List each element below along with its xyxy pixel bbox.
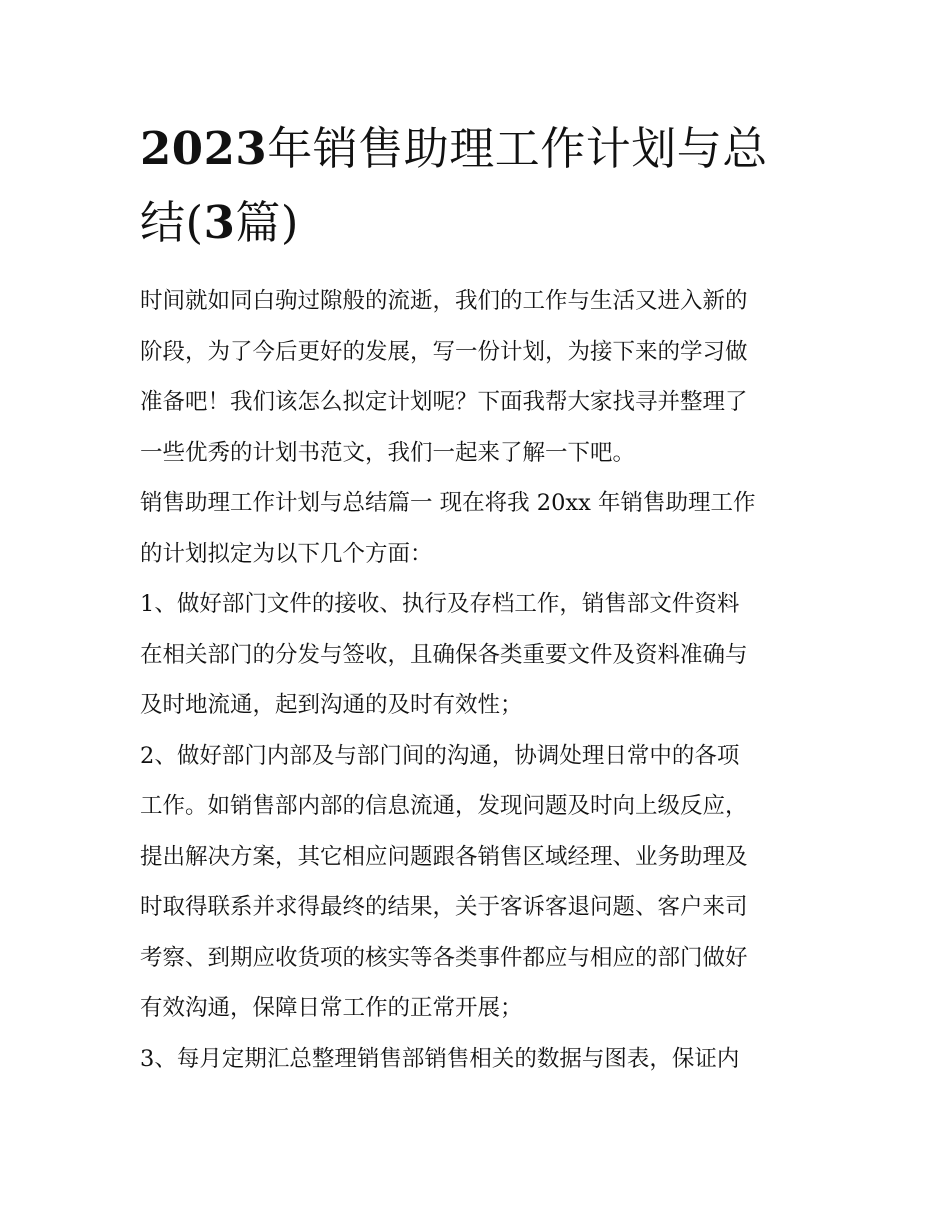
body-line: 及时地流通，起到沟通的及时有效性； xyxy=(140,692,523,718)
body-line: 考察、到期应收货项的核实等各类事件都应与相应的部门做好 xyxy=(140,944,748,971)
title-text-line2-start: 结( xyxy=(140,196,204,249)
body-line: 3、每月定期汇总整理销售部销售相关的数据与图表，保证内 xyxy=(140,1045,740,1072)
body-line: 在相关部门的分发与签收，且确保各类重要文件及资料准确与 xyxy=(140,641,748,668)
body-line: 阶段，为了今后更好的发展，写一份计划，为接下来的学习做 xyxy=(140,338,748,365)
body-line: 准备吧！我们该怎么拟定计划呢？下面我帮大家找寻并整理了 xyxy=(140,389,748,415)
body-line: 1、做好部门文件的接收、执行及存档工作，销售部文件资料 xyxy=(140,591,740,617)
title-text-line2-end: 篇) xyxy=(235,196,299,249)
body-line: 销售助理工作计划与总结篇一 现在将我 20xx 年销售助理工作 xyxy=(140,490,756,516)
document-title xyxy=(140,112,820,260)
title-text-line1: 年销售助理工作计划与总 xyxy=(267,122,768,175)
body-line: 一些优秀的计划书范文，我们一起来了解一下吧。 xyxy=(140,439,636,466)
body-line: 有效沟通，保障日常工作的正常开展； xyxy=(140,995,523,1021)
body-line: 工作。如销售部内部的信息流通，发现问题及时向上级反应， xyxy=(140,793,748,819)
title-count: 3 xyxy=(203,196,236,249)
title-year: 2023 xyxy=(140,122,268,175)
body-line: 的计划拟定为以下几个方面： xyxy=(140,540,433,567)
body-line: 时间就如同白驹过隙般的流逝，我们的工作与生活又进入新的 xyxy=(140,288,748,314)
document-body xyxy=(140,276,820,1084)
body-line: 2、做好部门内部及与部门间的沟通，协调处理日常中的各项 xyxy=(140,742,740,769)
body-line: 提出解决方案，其它相应问题跟各销售区域经理、业务助理及 xyxy=(140,843,748,870)
body-line: 时取得联系并求得最终的结果，关于客诉客退问题、客户来司 xyxy=(140,894,748,920)
